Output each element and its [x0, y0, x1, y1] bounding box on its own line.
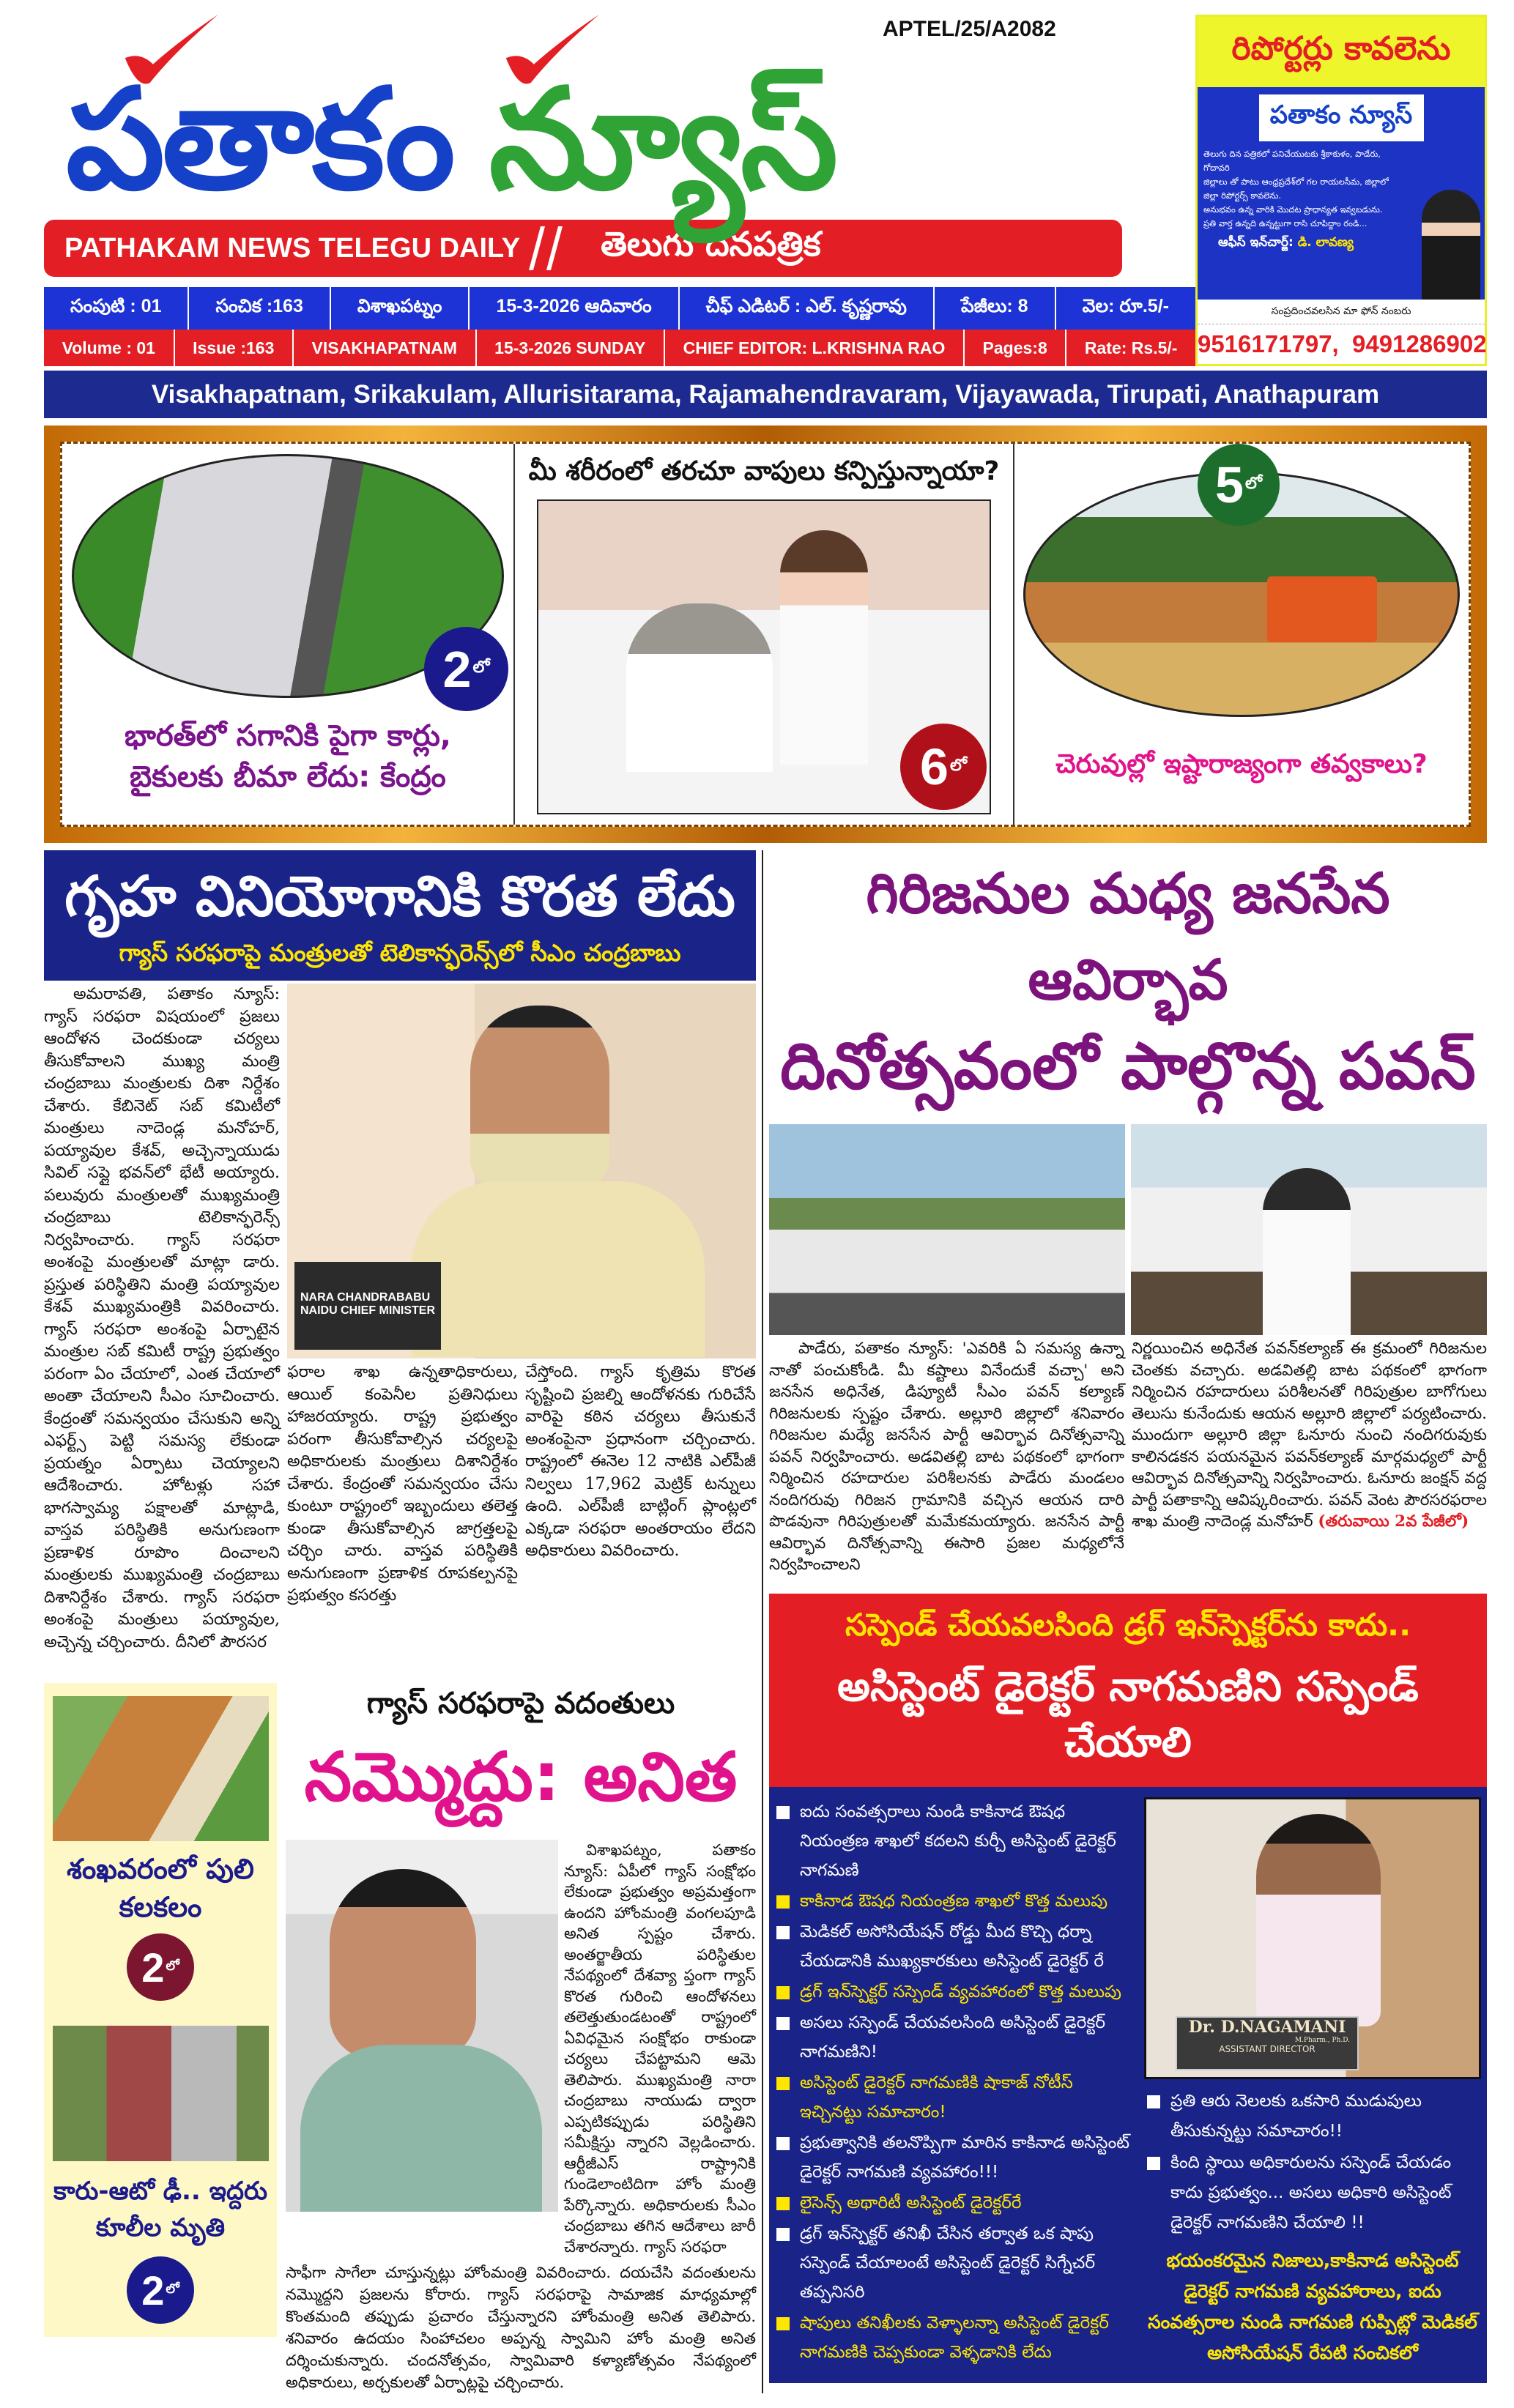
- date-te: 15-3-2026 ఆదివారం: [470, 287, 679, 330]
- bullet-item: కాకినాడ ఔషధ నియంత్రణ శాఖలో కొత్త మలుపు: [773, 1887, 1132, 1916]
- incharge-label: ఆఫీస్ ఇన్‌చార్జ్:: [1218, 235, 1294, 250]
- ad-mini-logo: పతాకం న్యూస్: [1259, 94, 1424, 141]
- reporters-wanted-ad: [1195, 15, 1487, 366]
- pawan-crowd-photo[interactable]: [769, 1124, 1125, 1335]
- editions-list: Visakhapatnam, Srikakulam, Allurisitarama, Rajamahendravaram, Vijayawada, Tirupati, Anathapuram: [151, 379, 1380, 409]
- nagamani-figure: [1256, 1814, 1381, 2026]
- feature-photo-wrap: [1023, 456, 1460, 717]
- ad-heading: రిపోర్టర్లు కావలెను: [1231, 30, 1451, 67]
- info-strip-english: [44, 330, 1195, 366]
- pawan-headline[interactable]: [769, 850, 1487, 1110]
- ad-contact-panel: [1198, 300, 1485, 364]
- feature-caption[interactable]: భారత్‌లో సగానికి పైగా కార్లు, బైకులకు బీమా లేదు: కేంద్రం: [124, 719, 451, 794]
- nagamani-teaser: భయంకరమైన నిజాలు,కాకినాడ అసిస్టెంట్ డైరెక్టర్ నాగమణి వ్యవహారాలు, ఐదు సంవత్సరాల నుండి నాగమణి గుప్పిట్లో మెడికల్ అసోసియేషన్ రేపటి సంచికలో: [1148, 2249, 1477, 2363]
- city-te: విశాఖపట్నం: [331, 287, 470, 330]
- feature-health: [515, 444, 1014, 825]
- pawan-headline-line2: దినోత్సవంలో పాల్గొన్న పవన్: [780, 1028, 1476, 1104]
- nagamani-kicker: సస్పెండ్ చేయవలసింది డ్రగ్ ఇన్‌స్పెక్టర్‌ను కాదు..: [845, 1606, 1411, 1643]
- nagamani-photo[interactable]: [1144, 1797, 1481, 2079]
- feature-band-inner: [60, 442, 1471, 827]
- nameplate-title: ASSISTANT DIRECTOR: [1219, 2043, 1316, 2054]
- bullet-item: డ్రగ్ ఇన్‌స్పెక్టర్ తనిఖీ చేసిన తర్వాత ఒక షాపు సస్పెండ్ చేయాలంటే అసిస్టెంట్ డైరెక్టర్ సిగ్నేచర్ తప్పనిసరి: [773, 2219, 1132, 2307]
- pawan-text-cols: [769, 1338, 1487, 1576]
- lower-left-section: [44, 1683, 756, 2393]
- bullet-item: లైసెన్స్ అథారిటీ అసిస్టెంట్ డైరెక్టర్‌రే: [773, 2188, 1132, 2218]
- volume-te: సంపుటి : 01: [44, 287, 189, 330]
- nameplate-name: Dr. D.NAGAMANI: [1188, 2017, 1346, 2037]
- anitha-body-bottom: సాఫీగా సాగేలా చూస్తున్నట్లు హోంమంత్రి వివరించారు. దయచేసి వదంతులను నమ్మొద్దని ప్రజలను కోరారు. గ్యాస్ సరఫరాపై సామాజిక మాధ్యమాల్లో కొంతమంది తప్పుడు ప్రచారం చేస్తున్నారని హోంమంత్రి అనిత తెలిపారు. శనివారం ఉదయం సింహాచలం అప్పన్న స్వామిని హోం మంత్రి అనిత దర్శించుకున్నారు. చందనోత్సవం, స్వామివారి కళ్యాణోత్సవం నేపథ్యంలో అధికారులు, అర్చకులతో ఏర్పాట్లపై చర్చించారు.: [286, 2264, 756, 2391]
- brief-caption[interactable]: కారు-ఆటో ఢీ.. ఇద్దరు కూలీల మృతి: [53, 2177, 267, 2242]
- pawan-headline-line1: గిరిజనుల మధ్య జనసేన ఆవిర్భావ: [866, 861, 1390, 1012]
- left-column: [44, 850, 763, 2393]
- anitha-body-col1: విశాఖపట్నం, పతాకం న్యూస్: ఏపీలో గ్యాస్ సంక్షోభం లేకుండా ప్రభుత్వం అప్రమత్తంగా ఉందని హోంమంత్రి వంగలపూడి అనిత స్పష్టం చేశారు. అంతర్జాతీయ పరిస్థితుల నేపథ్యంలో దేశవ్యా ప్తంగా గ్యాస్ కొరత గురించి ఆందోళనలు తలెత్తుతుండటంతో రాష్ట్రంలో ఏవిధమైన సంక్షోభం రాకుండా చర్యలు చేపట్టామని ఆమె తెలిపారు. ముఖ్యమంత్రి నారా చంద్రబాబు నాయుడు ద్వారా ఎప్పటికప్పుడు పరిస్థితిని సమీక్షిస్తు న్నారని వెల్లడించారు. ఆర్టీజీఎస్ రాష్ట్రానికి గుండెలాంటిదిగా హోం మంత్రి పేర్కొన్నారు. అధికారులకు సీఎం చంద్రబాబు తగిన ఆదేశాలు జారీ చేశారన్నారు. గ్యాస్ సరఫరా: [564, 1841, 756, 2256]
- pawan-speaking-photo[interactable]: [1131, 1124, 1487, 1335]
- feature-band: [44, 426, 1487, 843]
- nagamani-headline[interactable]: అసిస్టెంట్ డైరెక్టర్ నాగమణిని సస్పెండ్ చేయాలి: [837, 1662, 1419, 1766]
- nagamani-right-area: [1144, 1797, 1481, 2368]
- lead-body-col3: చేస్తోంది. గ్యాస్ కృత్రిమ కొరత సృష్టించి ప్రజల్ని ఆందోళనకు గురిచేసే వారిపై కఠిన చర్యలు తీసుకునే అంశంపైనా ప్రధానంగా చర్చించారు. రాష్ట్రంలో ఈనెల 12 నాటికి ఎల్‌పీజీ నిల్వలు 17,962 మెట్రిక్ టన్నులు ఉంది. ఎల్‌పీజీ బాట్లింగ్ ప్లాంట్లలో ఎక్కడా సరఫరా అంతరాయం లేదని అధికారులు వివరించారు.: [525, 1363, 756, 1560]
- ad-line: తెలుగు దిన పత్రికలో పనిచేయుటకు శ్రీకాకుళం, పాడేరు, గోదావరి: [1203, 149, 1381, 173]
- incharge-name: డి. లావణ్య: [1297, 235, 1354, 250]
- feature-caption[interactable]: మీ శరీరంలో తరచూ వాపులు కన్పిస్తున్నాయా?: [528, 456, 1000, 486]
- brief-caption[interactable]: శంఖవరంలో పులి కలకలం: [67, 1853, 254, 1923]
- lead-headline-box: [44, 850, 756, 981]
- cm-figure: [470, 1006, 609, 1189]
- bullet-item: అసలు సస్పెండ్ చేయవలసింది అసిస్టెంట్ డైరెక్టర్ నాగమణిని!: [773, 2008, 1132, 2067]
- flag-tick-icon: [483, 15, 615, 95]
- telugu-tagline: తెలుగు దినపత్రిక: [601, 224, 821, 264]
- pawan-figure: [1263, 1168, 1351, 1335]
- issue-en: Issue :163: [175, 330, 294, 366]
- volume-en: Volume : 01: [44, 330, 175, 366]
- lead-headline[interactable]: గృహ వినియోగానికి కొరత లేదు: [64, 863, 735, 929]
- feature-ponds: [1014, 444, 1469, 825]
- cm-chandrababu-photo[interactable]: [287, 984, 756, 1359]
- lead-subhead: గ్యాస్ సరఫరాపై మంత్రులతో టెలికాన్ఫరెన్స్‌లో సీఎం చంద్రబాబు: [119, 939, 681, 967]
- ad-line: జిల్లాలు తో పాటు ఆంధ్రప్రదేశ్‌లో గల రాయలసీమ, జిల్లాలో: [1203, 176, 1389, 187]
- pawan-photos: [769, 1124, 1487, 1335]
- lead-body-col2: ఫరాల శాఖ ఉన్నతాధికారులు, ఆయిల్ కంపెనీల ప్రతినిధులు హాజరయ్యారు. రాష్ట్ర ప్రభుత్వం పరంగా తీసుకోవాల్సిన చర్యలపై అధికారులకు మంత్రులు దిశానిర్దేశం చేశారు. కేంద్రంతో సమన్వయం చేసు కుంటూ రాష్ట్రంలో ఇబ్బందులు తలెత్త కుండా తీసుకోవాల్సిన జాగ్రత్తలపై చర్చిం చారు. వాస్తవ పరిస్థితికి అనుగుణంగా ప్రణాళిక రూపకల్పనపై ప్రభుత్వం కసరత్తు: [287, 1363, 518, 1605]
- pawan-body-col1: పాడేరు, పతాకం న్యూస్: 'ఎవరికి ఏ సమస్య ఉన్నా నాతో పంచుకోండి. మీ కష్టాలు వినేందుకే వచ్చా' అని జనసేన అధినేత, డిప్యూటీ సీఎం పవన్ కల్యాణ్ గిరిజనులకు స్పష్టం చేశారు. అల్లూరి జిల్లాలో శనివారం గిరిజనుల మధ్యే జనసేన పార్టీ ఆవిర్భావ దినోత్సవాన్ని పవన్ నిర్వహించారు. అడవితల్లి బాట పథకంలో భాగంగా నిర్మించిన రహదారుల పరిశీలనకు పాడేరు మండలం నందిగరువు గిరిజన గ్రామానికి వచ్చిన ఆయన దారి పొడవునా గిరిపుత్రులతో మమేకమయ్యారు. జనసేన పార్టీ ఆవిర్భావ దినోత్సవాన్ని ఈసారి ప్రజల మధ్యలోనే నిర్వహించాలని: [769, 1339, 1124, 1574]
- tiger-photo[interactable]: [53, 1696, 269, 1841]
- english-tagline: PATHAKAM NEWS TELEGU DAILY: [64, 232, 521, 264]
- masthead: [44, 15, 1195, 366]
- lead-right-area: [287, 984, 756, 1608]
- lead-content: [44, 984, 756, 1654]
- bullet-item: మెడికల్ అసోసియేషన్ రోడ్డు మీద కొచ్చి ధర్నా చేయడానికి ముఖ్యకారకులు అసిస్టెంట్ డైరెక్టర్ రే: [773, 1917, 1132, 1976]
- anitha-content: [286, 1840, 756, 2257]
- ad-contact-label: సంప్రదించవలసిన మా ఫోన్ నంబరు: [1198, 300, 1485, 324]
- right-column: [763, 850, 1487, 2383]
- bullet-item: ప్రతి ఆరు నెలలకు ఒకసారి ముడుపులు తీసుకున్నట్టు సమాచారం!!: [1144, 2086, 1481, 2147]
- date-en: 15-3-2026 SUNDAY: [477, 330, 665, 366]
- cm-shirt: [412, 1181, 705, 1357]
- editor-te: చీఫ్ ఎడిటర్ : ఎల్. కృష్ణరావు: [680, 287, 935, 330]
- editor-en: CHIEF EDITOR: L.KRISHNA RAO: [665, 330, 965, 366]
- bullet-item: ఐదు సంవత్సరాలు నుండి కాకినాడ ఔషధ నియంత్రణ శాఖలో కదలని కుర్చీ అసిస్టెంట్ డైరెక్టర్ నాగమణి: [773, 1797, 1132, 1885]
- doctor-figure: [780, 530, 868, 765]
- doctor-patient-photo[interactable]: [537, 499, 991, 814]
- masthead-logo: [44, 44, 1195, 220]
- newspaper-page: [44, 0, 1487, 2408]
- ad-line: ప్రతి వార్త ఉన్నది ఉన్నట్టుగా రాసి చూపిద్దాం రండి...: [1203, 218, 1368, 228]
- city-en: VISAKHAPATNAM: [294, 330, 477, 366]
- page-badge[interactable]: 6 లో: [900, 724, 987, 810]
- header-row: [44, 15, 1487, 366]
- info-strip-telugu: [44, 287, 1195, 330]
- excavator-figure: [1267, 576, 1377, 642]
- patient-figure: [626, 603, 773, 772]
- bullet-item: డ్రగ్ ఇన్‌స్పెక్టర్ సస్పెండ్ వ్యవహారంలో కొత్త మలుపు: [773, 1977, 1132, 2007]
- anitha-figure: [330, 1869, 476, 2059]
- anitha-photo[interactable]: [286, 1840, 558, 2212]
- nagamani-bullets-right: [1144, 2086, 1481, 2240]
- ad-line: జిల్లా రిపోర్టర్స్ కావలెను.: [1203, 190, 1282, 201]
- ad-incharge: [1203, 235, 1416, 253]
- page-badge[interactable]: 2 లో: [127, 2256, 194, 2324]
- anitha-headline[interactable]: నమ్మొద్దు: అనిత: [304, 1738, 738, 1816]
- nagamani-body-box: [769, 1787, 1487, 2383]
- ad-model-figure: [1422, 190, 1480, 300]
- editions-bar: [44, 371, 1487, 418]
- lead-lower-cols: [287, 1361, 756, 1608]
- price-en: Rate: Rs.5/-: [1084, 338, 1178, 357]
- continued-on-page[interactable]: (తరువాయి 2వ పేజీలో): [1318, 1512, 1469, 1531]
- bullet-item: అసిస్టెంట్ డైరెక్టర్ నాగమణికి షాకాజ్ నోటీస్ ఇచ్చినట్టు సమాచారం!: [773, 2068, 1132, 2127]
- pages-te: పేజీలు: 8: [935, 287, 1056, 330]
- page-badge[interactable]: 2 లో: [424, 627, 508, 711]
- bullet-item: కింది స్థాయి అధికారులను సస్పెండ్ చేయడం కాదు ప్రభుత్వం... అసలు అధికారి అసిస్టెంట్ డైరెక్టర్ నాగమణిని చేయాలి !!: [1144, 2148, 1481, 2238]
- feature-photo-wrap: [72, 454, 504, 698]
- page-badge[interactable]: 2 లో: [127, 1933, 194, 2001]
- nagamani-nameplate: [1176, 2016, 1359, 2070]
- flag-tick-icon: [103, 15, 234, 95]
- pawan-body-col2: [1132, 1338, 1487, 1576]
- sidebar-briefs: [44, 1683, 277, 2337]
- accident-photo[interactable]: [53, 2026, 269, 2161]
- nameplate-degree: M.Pharm., Ph.D.: [1294, 2036, 1350, 2044]
- ad-phone-numbers: 9516171797, 9491286902: [1198, 330, 1487, 357]
- nagamani-bullets-left: [773, 1797, 1132, 2368]
- pages-en: Pages:8: [965, 330, 1066, 366]
- registration-number: APTEL/25/A2082: [883, 17, 1056, 41]
- nameplate: NARA CHANDRABABU NAIDU CHIEF MINISTER: [294, 1262, 441, 1350]
- ad-body-panel: [1198, 87, 1485, 300]
- bullet-item: షాపులు తనిఖీలకు వెళ్ళాలన్నా అసిస్టెంట్ డైరెక్టర్ నాగమణికి చెప్పకుండా వెళ్ళడానికి లేదు: [773, 2308, 1132, 2367]
- lead-body-col1: అమరావతి, పతాకం న్యూస్: గ్యాస్ సరఫరా విషయంలో ప్రజలు ఆందోళన చెందకుండా చర్యలు తీసుకోవాలని ముఖ్య మంత్రి చంద్రబాబు మంత్రులకు దిశా నిర్దేశం చేశారు. కేబినెట్ సబ్ కమిటీలో మంత్రులు నాదెండ్ల మనోహర్, పయ్యావుల కేశవ్, అచ్చెన్నాయుడు సివిల్ సప్లై భవన్‌లో భేటీ అయ్యారు. పలువురు మంత్రులతో ముఖ్యమంత్రి చంద్రబాబు టెలికాన్ఫరెన్స్ నిర్వహించారు. గ్యాస్ సరఫరా అంశంపై మంత్రులతో మాట్లా డారు. ప్రస్తుత పరిస్థితిని మంత్రి పయ్యావుల కేశవ్ ముఖ్యమంత్రికి వివరించారు. గ్యాస్ సరఫరా అంశంపై ఏర్పాటైన మంత్రుల సబ్ కమిటీ రాష్ట్ర ప్రభుత్వం పరంగా ఏం చేయాలో, ఎంత చేయాలో అంతా చేయాలని సీఎం సూచించారు. కేంద్రంతో సమన్వయం చేసుకుని అన్ని ఎఫర్ట్స్ పెట్టి సమస్య లేకుండా ప్రయత్నం ఏర్పాటు చెయ్యాలని ఆదేశించారు. హోటళ్లు సహా భాగస్వామ్య పక్షాలతో మాట్లాడి, వాస్తవ పరిస్థితికి అనుగుణంగా ప్రణాళిక రూపొం దించాలని మంత్రులకు ముఖ్యమంత్రి చంద్రబాబు దిశానిర్దేశం చేశారు. గ్యాస్ సరఫరా అంశంపై మంత్రులు పయ్యావుల, అచ్చెన్న చర్చించారు. దీనిలో పౌరసర: [44, 985, 280, 1651]
- nagamani-headline-box: [769, 1594, 1487, 1787]
- feature-cars: [62, 444, 515, 825]
- feature-caption[interactable]: చెరువుల్లో ఇష్టారాజ్యంగా తవ్వకాలు?: [1055, 749, 1428, 779]
- logo-title-green: న్యూస్: [489, 58, 836, 220]
- price-te: వెల: రూ.5/-: [1082, 295, 1169, 316]
- bullet-item: ప్రభుత్వానికి తలనొప్పిగా మారిన కాకినాడ అసిస్టెంట్ డైరెక్టర్ నాగమణి వ్యవహారం!!!: [773, 2128, 1132, 2187]
- pawan-body-col2-text: నిర్ణయించిన అధినేత పవన్‌కల్యాణ్ ఈ క్రమంలో గిరిజనుల చెంతకు వచ్చారు. అడవితల్లి బాట పథకంలో భాగంగా నిర్మించిన రహదారులు పరిశీలనతో గిరిపుత్రుల బాగోగులు తెలుసు కునేందుకు ఆయన అల్లూరి జిల్లాలో పర్యటించారు. ముందుగా అల్లూరి జిల్లా ఓనూరు నుంచి నందిగరువుకు కాలినడకన పయనమైన పవన్‌కల్యాణ్ మార్గమధ్యలో పార్టీ ఆవిర్భావ దినోత్సవాన్ని నిర్వహించారు. ఓనూరు జంక్షన్ వద్ద పార్టీ పతాకాన్ని ఆవిష్కరించారు. పవన్ వెంట పౌరసరఫరాల శాఖ మంత్రి నాదెండ్ల మనోహర్: [1132, 1339, 1487, 1531]
- logo-title-blue: పతాకం: [66, 58, 453, 220]
- main-columns: [44, 850, 1487, 2393]
- tagline-bar: [44, 220, 1122, 277]
- ad-body: [1203, 147, 1401, 231]
- issue-te: సంచిక :163: [189, 287, 330, 330]
- anitha-story: [286, 1683, 756, 2393]
- anitha-kicker: గ్యాస్ సరఫరాపై వదంతులు: [366, 1687, 675, 1720]
- anitha-saree: [300, 2045, 542, 2212]
- ad-line: అనుభవం ఉన్న వారికి మొదట ప్రాధాన్యత ఇవ్వబడును.: [1203, 204, 1383, 215]
- page-badge[interactable]: 5 లో: [1198, 444, 1280, 526]
